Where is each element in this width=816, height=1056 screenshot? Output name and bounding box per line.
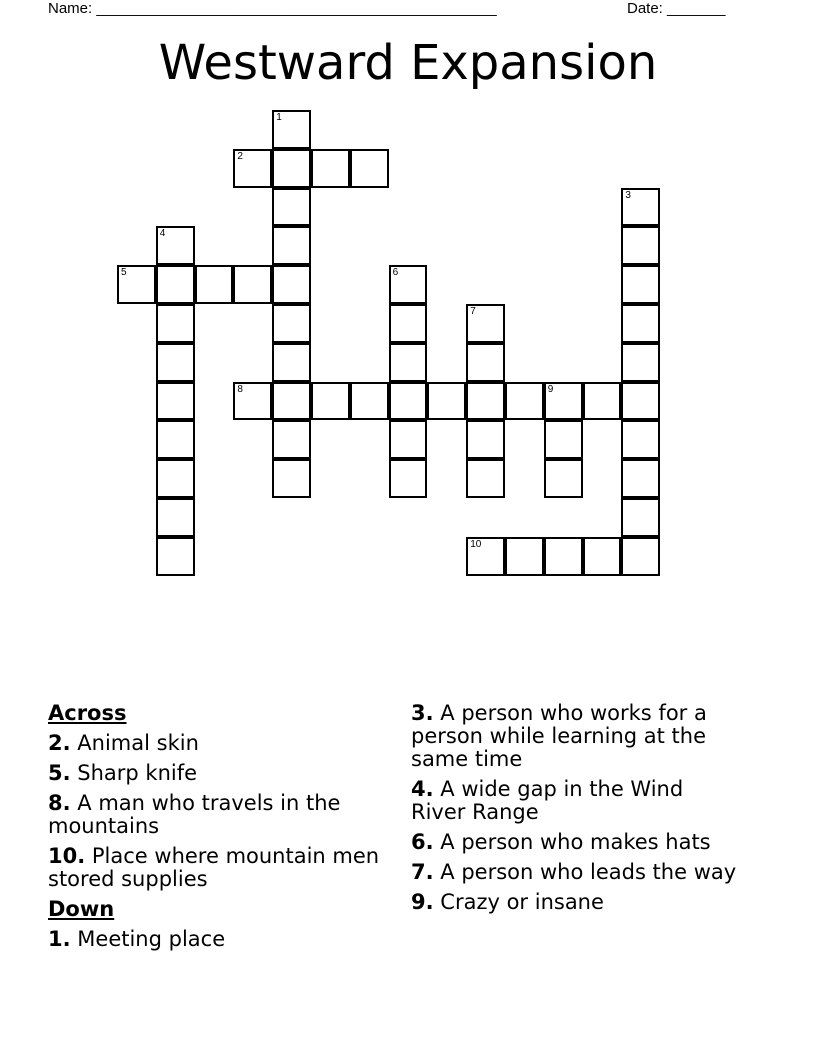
across-clue xyxy=(48,732,396,755)
clue-text: Animal skin xyxy=(77,731,199,755)
clue-number: 10. xyxy=(48,844,86,868)
crossword-cell[interactable] xyxy=(311,149,350,188)
crossword-cell[interactable] xyxy=(156,459,195,498)
clue-text: A wide gap in the Wind River Range xyxy=(411,777,684,824)
crossword-cell[interactable] xyxy=(505,537,544,576)
clue-text: Sharp knife xyxy=(77,761,198,785)
crossword-cell[interactable] xyxy=(389,304,428,343)
crossword-cell[interactable] xyxy=(272,343,311,382)
down-clue xyxy=(48,928,396,951)
crossword-cell[interactable] xyxy=(466,420,505,459)
down-clue xyxy=(411,702,741,771)
clue-number-label: 7 xyxy=(470,306,476,317)
crossword-cell[interactable] xyxy=(156,343,195,382)
crossword-cell[interactable] xyxy=(621,498,660,537)
clue-number-label: 10 xyxy=(470,538,482,550)
clue-text: A person who works for a person while learning at the same time xyxy=(411,701,707,771)
crossword-cell[interactable] xyxy=(621,226,660,265)
crossword-cell[interactable] xyxy=(544,382,583,421)
clue-number: 6. xyxy=(411,830,434,854)
crossword-cell[interactable] xyxy=(272,188,311,227)
clue-number: 3. xyxy=(411,701,434,725)
clues-column-left xyxy=(48,702,396,958)
crossword-cell[interactable] xyxy=(389,459,428,498)
crossword-cell[interactable] xyxy=(466,537,505,576)
clue-number: 5. xyxy=(48,761,71,785)
crossword-cell[interactable] xyxy=(583,537,622,576)
page-title: Westward Expansion xyxy=(158,35,658,91)
clue-number-label: 2 xyxy=(237,150,243,162)
crossword-cell[interactable] xyxy=(389,382,428,421)
crossword-cell[interactable] xyxy=(621,382,660,421)
clue-text: Meeting place xyxy=(77,927,226,951)
crossword-cell[interactable] xyxy=(544,459,583,498)
clue-text: A man who travels in the mountains xyxy=(48,791,341,838)
crossword-cell[interactable] xyxy=(272,304,311,343)
clue-number-label: 6 xyxy=(392,267,399,279)
crossword-cell[interactable] xyxy=(466,304,505,343)
down-clue xyxy=(411,891,741,914)
crossword-cell[interactable] xyxy=(583,382,622,421)
clue-number: 7. xyxy=(411,860,434,884)
clue-number-label: 3 xyxy=(625,189,631,201)
crossword-cell[interactable] xyxy=(272,459,311,498)
clue-number: 9. xyxy=(411,890,434,914)
clue-text: A person who leads the way xyxy=(440,860,737,884)
crossword-cell[interactable] xyxy=(621,188,660,227)
crossword-cell[interactable] xyxy=(156,304,195,343)
clue-number: 8. xyxy=(48,791,71,815)
across-clue xyxy=(48,845,396,891)
clues-column-right xyxy=(411,702,741,921)
crossword-cell[interactable] xyxy=(156,420,195,459)
crossword-cell[interactable] xyxy=(466,343,505,382)
crossword-cell[interactable] xyxy=(544,420,583,459)
crossword-cell[interactable] xyxy=(389,265,428,304)
crossword-cell[interactable] xyxy=(156,382,195,421)
clue-number-label: 1 xyxy=(276,112,282,123)
crossword-cell[interactable] xyxy=(389,343,428,382)
crossword-cell[interactable] xyxy=(195,265,234,304)
crossword-cell[interactable] xyxy=(466,459,505,498)
crossword-cell[interactable] xyxy=(156,226,195,265)
clue-text: Place where mountain men stored supplies xyxy=(48,844,380,891)
crossword-cell[interactable] xyxy=(621,420,660,459)
clue-number-label: 8 xyxy=(237,383,243,395)
clue-text: Crazy or insane xyxy=(440,890,604,914)
crossword-cell[interactable] xyxy=(621,265,660,304)
down-clue xyxy=(411,861,741,884)
crossword-cell[interactable] xyxy=(621,459,660,498)
crossword-cell[interactable] xyxy=(272,149,311,188)
crossword-cell[interactable] xyxy=(233,149,272,188)
date-field-label: Date: _______ xyxy=(627,0,726,17)
across-heading: Across xyxy=(48,701,127,725)
crossword-cell[interactable] xyxy=(544,537,583,576)
clue-number: 2. xyxy=(48,731,71,755)
crossword-cell[interactable] xyxy=(117,265,156,304)
crossword-cell[interactable] xyxy=(621,537,660,576)
crossword-cell[interactable] xyxy=(311,382,350,421)
clue-number-label: 9 xyxy=(547,383,554,395)
crossword-cell[interactable] xyxy=(156,537,195,576)
across-clue xyxy=(48,762,396,785)
clue-number-label: 4 xyxy=(159,228,166,240)
down-clue xyxy=(411,778,741,824)
clue-number: 1. xyxy=(48,927,71,951)
down-clue xyxy=(411,831,741,854)
crossword-cell[interactable] xyxy=(272,382,311,421)
crossword-cell[interactable] xyxy=(427,382,466,421)
crossword-cell[interactable] xyxy=(272,226,311,265)
crossword-cell[interactable] xyxy=(466,382,505,421)
crossword-cell[interactable] xyxy=(272,110,311,149)
crossword-cell[interactable] xyxy=(621,304,660,343)
crossword-cell[interactable] xyxy=(233,382,272,421)
crossword-cell[interactable] xyxy=(156,265,195,304)
clue-number: 4. xyxy=(411,777,434,801)
crossword-cell[interactable] xyxy=(156,498,195,537)
crossword-cell[interactable] xyxy=(233,265,272,304)
clue-text: A person who makes hats xyxy=(440,830,711,854)
crossword-cell[interactable] xyxy=(621,343,660,382)
crossword-cell[interactable] xyxy=(389,420,428,459)
crossword-cell[interactable] xyxy=(350,149,389,188)
down-heading: Down xyxy=(48,897,115,921)
crossword-cell[interactable] xyxy=(272,265,311,304)
crossword-cell[interactable] xyxy=(272,420,311,459)
crossword-cell[interactable] xyxy=(505,382,544,421)
name-field-label: Name: ________________________________________________ xyxy=(48,0,497,17)
clue-number-label: 5 xyxy=(121,267,127,279)
crossword-cell[interactable] xyxy=(350,382,389,421)
across-clue xyxy=(48,792,396,838)
